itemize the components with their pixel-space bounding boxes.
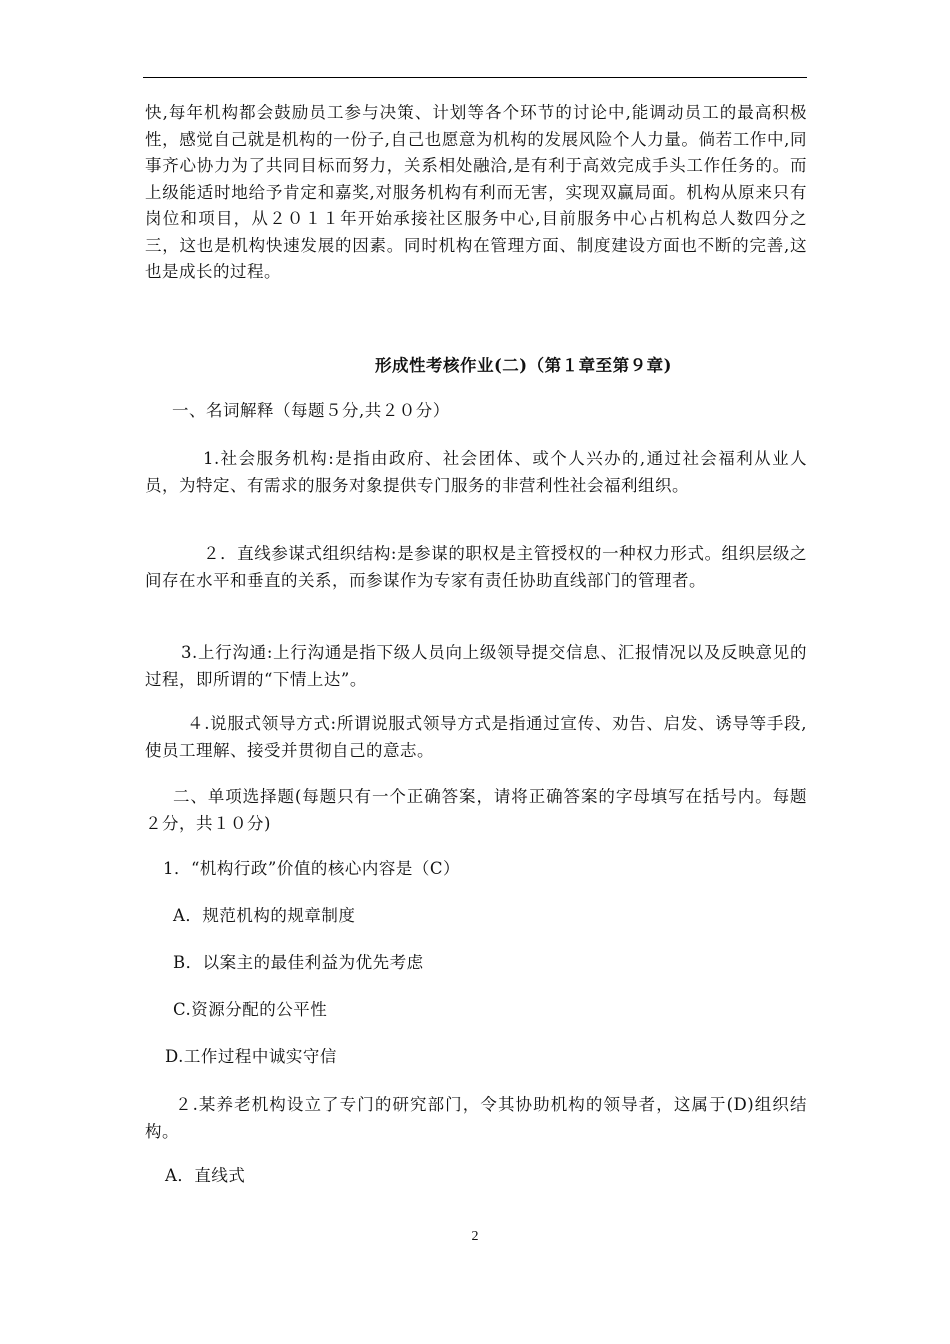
intro-paragraph: 快,每年机构都会鼓励员工参与决策、计划等各个环节的讨论中,能调动员工的最高积极性，感觉自己就是机构的一份子,自己也愿意为机构的发展风险个人力量。倘若工作中,同事齐心协力为了共同目标而努力，关系相处融洽,是有利于高效完成手头工作任务的。而上级能适时地给予肯定和嘉奖,对服务机构有利而无害，实现双赢局面。机构从原来只有岗位和项目，从２０１１年开始承接社区服务中心,目前服务中心占机构总人数四分之三，这也是机构快速发展的因素。同时机构在管理方面、制度建设方面也不断的完善,这也是成长的过程。 bbox=[145, 103, 807, 281]
question-1-option-b: B．以案主的最佳利益为优先考虑 bbox=[173, 953, 424, 972]
header-rule bbox=[143, 77, 807, 78]
section2-heading: 二、单项选择题(每题只有一个正确答案，请将正确答案的字母填写在括号内。每题２分，共１０分) bbox=[145, 787, 807, 833]
section1-heading: 一、名词解释（每题５分,共２０分） bbox=[172, 401, 450, 420]
definition-item-1: 1.社会服务机构:是指由政府、社会团体、或个人兴办的,通过社会福利从业人员，为特定、有需求的服务对象提供专门服务的非营利性社会福利组织。 bbox=[145, 449, 807, 495]
question-1-option-d: D.工作过程中诚实守信 bbox=[165, 1047, 337, 1066]
assignment-title: 形成性考核作业(二)（第１章至第９章) bbox=[375, 356, 672, 375]
definition-item-3: 3.上行沟通:上行沟通是指下级人员向上级领导提交信息、汇报情况以及反映意见的过程，即所谓的“下情上达”。 bbox=[145, 643, 807, 689]
question-1-option-a: A．规范机构的规章制度 bbox=[173, 906, 356, 925]
definition-item-4: ４.说服式领导方式:所谓说服式领导方式是指通过宣传、劝告、启发、诱导等手段,使员工理解、接受并贯彻自己的意志。 bbox=[145, 714, 807, 760]
question-1-option-c: C.资源分配的公平性 bbox=[173, 1000, 328, 1019]
page-number: 2 bbox=[471, 1229, 479, 1244]
question-2: ２.某养老机构设立了专门的研究部门，令其协助机构的领导者，这属于(D)组织结构。 bbox=[145, 1095, 807, 1141]
definition-item-2: ２．直线参谋式组织结构:是参谋的职权是主管授权的一种权力形式。组织层级之间存在水平和垂直的关系，而参谋作为专家有责任协助直线部门的管理者。 bbox=[145, 544, 807, 590]
question-1: 1．“机构行政”价值的核心内容是（C） bbox=[163, 859, 460, 878]
document-body bbox=[145, 100, 807, 286]
question-2-option-a: A．直线式 bbox=[165, 1166, 246, 1185]
